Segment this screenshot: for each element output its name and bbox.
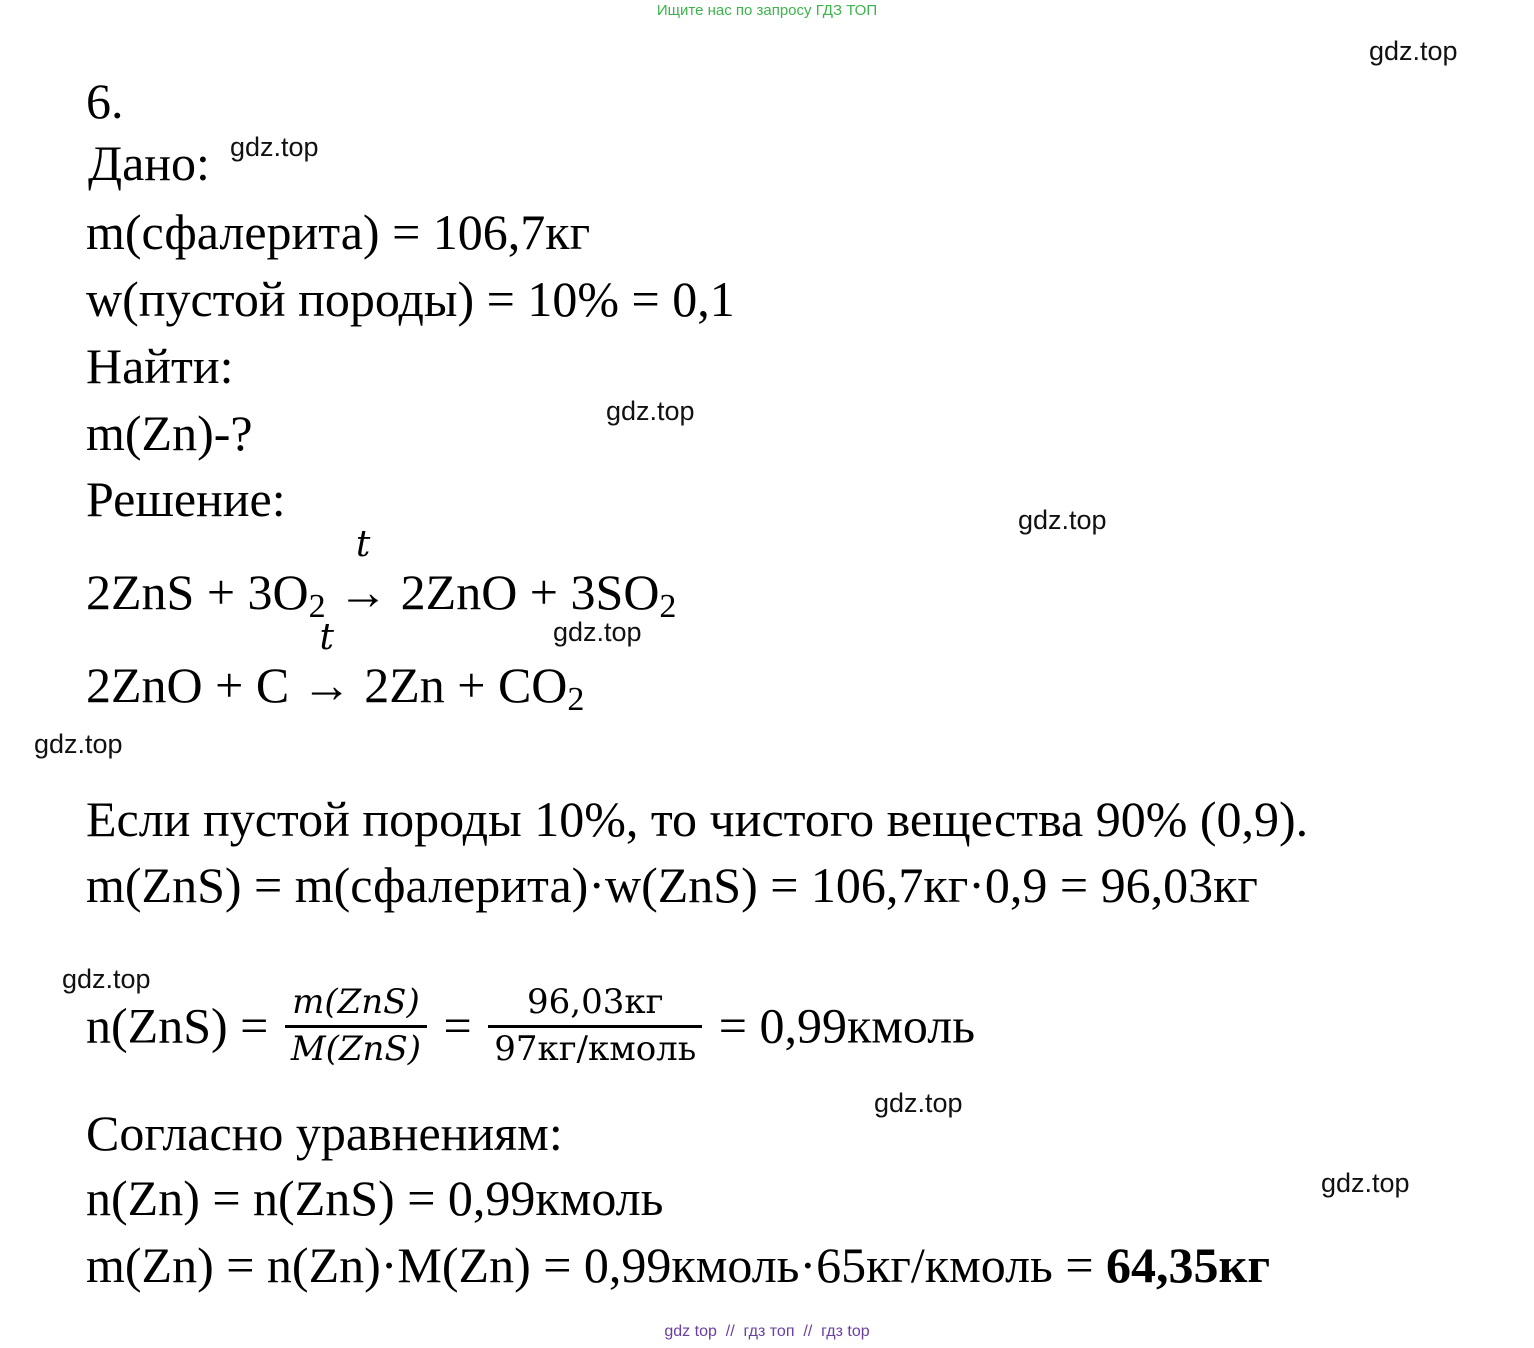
- solution-moles-zns: [86, 982, 976, 1069]
- find-mass-zn: m(Zn)-?: [86, 405, 253, 461]
- task-number: 6.: [86, 73, 124, 129]
- solution-mass-zns: m(ZnS) = m(сфалерита)·w(ZnS) = 106,7кг·0,9 = 96,03кг: [86, 857, 1258, 913]
- heat-condition: t: [355, 524, 371, 565]
- fraction-denominator: 97кг/кмоль: [494, 1029, 697, 1069]
- reaction-arrow: t →: [301, 617, 352, 713]
- solution-mass-zn: [86, 1237, 1271, 1293]
- watermark: gdz.top: [874, 1088, 963, 1118]
- watermark: gdz.top: [34, 729, 123, 759]
- given-label: Дано:: [88, 135, 210, 191]
- fraction-denominator: M(ZnS): [290, 1029, 422, 1069]
- watermark: gdz.top: [230, 132, 319, 162]
- watermark: gdz.top: [553, 617, 642, 647]
- watermark: gdz.top: [1369, 36, 1458, 66]
- reaction-1-subscript: 2: [308, 588, 326, 625]
- moles-zns-left: n(ZnS) =: [86, 997, 281, 1054]
- search-banner[interactable]: Ищите нас по запросу ГДЗ ТОП: [656, 2, 878, 19]
- find-label: Найти:: [86, 338, 234, 394]
- moles-zns-result: = 0,99кмоль: [706, 997, 976, 1054]
- reaction-1-left: 2ZnS + 3O: [86, 564, 309, 620]
- reaction-roasting: [86, 524, 677, 625]
- reaction-arrow: t →: [338, 524, 389, 620]
- solution-moles-zn: n(Zn) = n(ZnS) = 0,99кмоль: [86, 1170, 664, 1226]
- reaction-1-subscript: 2: [659, 588, 677, 625]
- heat-condition: t: [319, 617, 334, 658]
- watermark: gdz.top: [606, 396, 695, 426]
- reaction-2-subscript: 2: [567, 681, 585, 718]
- footer-links[interactable]: gdz top // гдз топ // гдз top: [664, 1323, 870, 1340]
- mass-zn-expression: m(Zn) = n(Zn)·M(Zn) = 0,99кмоль·65кг/кмоль =: [86, 1237, 1107, 1293]
- watermark: gdz.top: [1321, 1168, 1410, 1198]
- fraction-numerator: m(ZnS): [285, 985, 427, 1028]
- reaction-1-right: 2ZnO + 3SO: [388, 564, 660, 620]
- solution-according-equations: Согласно уравнениям:: [86, 1105, 563, 1161]
- fraction-values: [488, 982, 702, 1069]
- reaction-2-right: 2Zn + CO: [351, 657, 568, 713]
- given-mass-sphalerite: m(сфалерита) = 106,7кг: [86, 204, 591, 260]
- watermark: gdz.top: [62, 964, 151, 994]
- solution-label: Решение:: [86, 471, 286, 527]
- final-answer: 64,35кг: [1106, 1237, 1271, 1293]
- reaction-reduction: [86, 617, 585, 718]
- equals-sign: =: [431, 997, 485, 1054]
- given-gangue-fraction: w(пустой породы) = 10% = 0,1: [86, 271, 735, 327]
- watermark: gdz.top: [1018, 505, 1107, 535]
- reaction-2-left: 2ZnO + C: [86, 657, 302, 713]
- fraction-mass-over-molar: [285, 982, 427, 1069]
- fraction-numerator: 96,03кг: [488, 985, 702, 1028]
- solution-purity-note: Если пустой породы 10%, то чистого вещества 90% (0,9).: [86, 791, 1309, 847]
